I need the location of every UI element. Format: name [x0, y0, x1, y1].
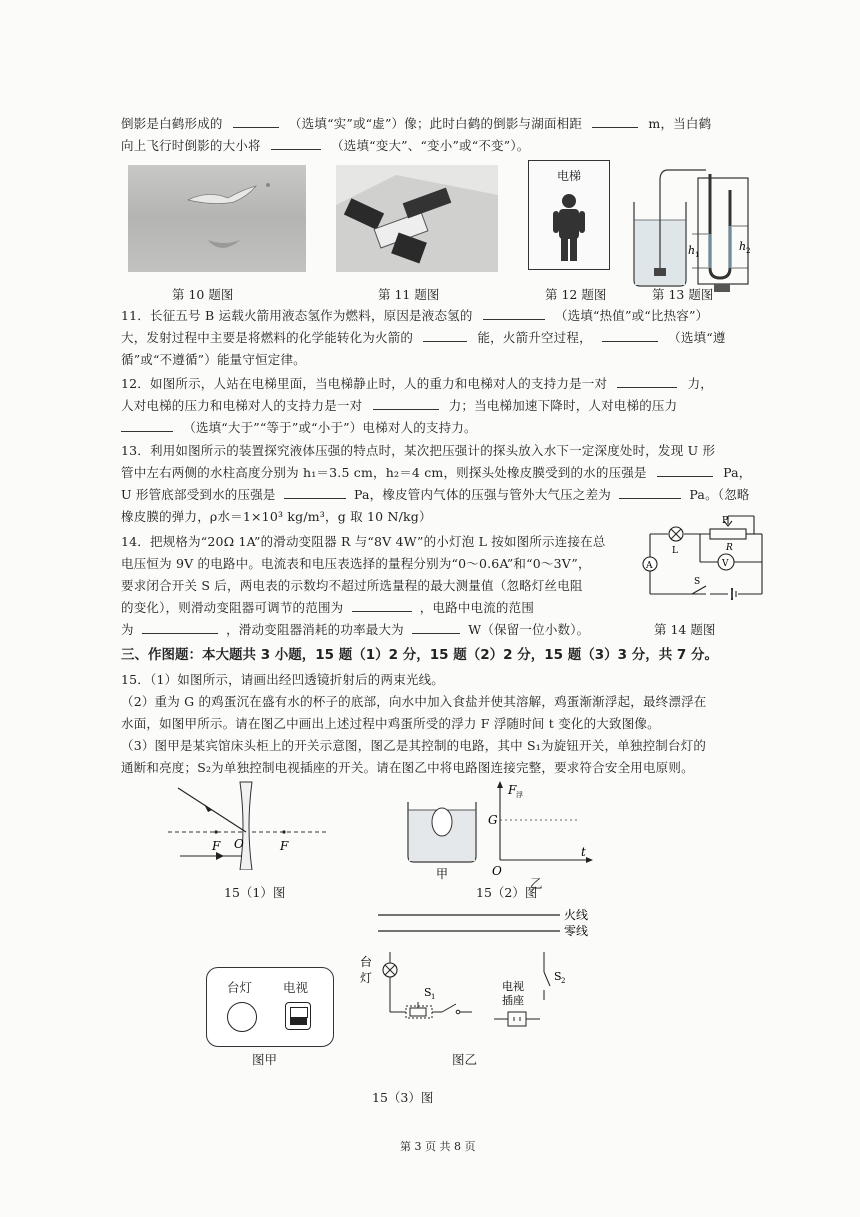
q14-text: 的变化），则滑动变阻器可调节的范围为: [121, 600, 344, 615]
q11-text: 11．长征五号 B 运载火箭用液态氢作为燃料，原因是液态氢的: [121, 308, 473, 323]
label-yi: 乙: [530, 876, 543, 891]
answer-blank[interactable]: [592, 114, 638, 128]
lamp-label: L: [672, 546, 678, 556]
page-number: 第 3 页 共 8 页: [400, 1140, 476, 1153]
h1-label: h: [688, 244, 696, 257]
q13-line3: [121, 485, 750, 505]
q12-text: （选填“大于”“等于”或“小于”）电梯对人的支持力。: [183, 420, 477, 435]
answer-blank[interactable]: [602, 328, 658, 342]
label-jia: 甲: [436, 867, 449, 880]
lamp-char-2: 灯: [360, 971, 373, 985]
h2-label: h: [739, 240, 747, 253]
q10-line2: [121, 136, 529, 156]
answer-blank[interactable]: [233, 114, 279, 128]
fig12-caption: 第 12 题图: [545, 287, 607, 302]
ammeter-label: A: [646, 561, 653, 571]
satellite-photo: [336, 165, 498, 272]
axis-y-label: F: [508, 783, 517, 797]
answer-blank[interactable]: [284, 485, 346, 499]
fig15-2-caption: 15（2）图: [476, 885, 538, 900]
q14-line1: 14．把规格为“20Ω 1A”的滑动变阻器 R 与“8V 4W”的小灯泡 L 按如图所示连接在总: [121, 534, 606, 549]
q15-part2-line1: （2）重为 G 的鸡蛋沉在盛有水的杯子的底部，向水中加入食盐并使其溶解，鸡蛋渐渐浮起，最终漂浮在: [121, 694, 707, 709]
circuit-figure-14: [636, 514, 776, 608]
q15-part1: 15．（1）如图所示，请画出经凹透镜折射后的两束光线。: [121, 672, 445, 687]
focal-point-left: F: [212, 839, 221, 853]
q10-text: m，当白鹤: [648, 116, 712, 131]
q13-line4: 橡皮膜的弹力，ρ水＝1×10³ kg/m³，g 取 10 N/kg）: [121, 509, 432, 524]
answer-blank[interactable]: [617, 374, 677, 388]
concave-lens-figure: [168, 780, 328, 870]
live-wire-label: 火线: [564, 908, 589, 922]
fig15-3-yi-caption: 图乙: [452, 1052, 478, 1067]
q11-text: 能，火箭升空过程，: [477, 330, 592, 345]
gravity-label: G: [488, 813, 498, 827]
switch-s1-icon: [442, 1004, 456, 1012]
section-title: 三、作图题：本大题共 3 小题，15 题（1）2 分，15 题（2）2 分，15 题（3）3 分，共 7 分。: [121, 647, 719, 663]
q12-text: 人对电梯的压力和电梯对人的支持力是一对: [121, 398, 363, 413]
crane-reflection-icon: [208, 240, 240, 248]
h1-sub: 1: [695, 251, 700, 259]
optical-center-label: O: [234, 837, 244, 851]
q14-text: 为: [121, 622, 134, 637]
fig14-caption: 第 14 题图: [654, 622, 716, 637]
person-icon: [529, 161, 609, 269]
q14-line4: [121, 598, 534, 618]
q11-line1: [121, 306, 708, 326]
pressure-gauge-figure: [628, 160, 760, 296]
q15-part3-line1: （3）图甲是某宾馆床头柜上的开关示意图，图乙是其控制的电路，其中 S₁为旋钮开关，单独控制台灯的: [121, 738, 707, 753]
q14-line3: 要求闭合开关 S 后，两电表的示数均不超过所选量程的最大测量值（忽略灯丝电阻: [121, 578, 583, 593]
q13-line1: 13．利用如图所示的装置探究液体压强的特点时，某次把压强计的探头放入水下一定深度处时，发现 U 形: [121, 443, 716, 458]
q14-text: ，滑动变阻器消耗的功率最大为: [226, 622, 404, 637]
fig15-3-caption: 15（3）图: [372, 1090, 434, 1105]
lamp-char-1: 台: [360, 955, 373, 969]
q15-part2-line2: 水面，如图甲所示。请在图乙中画出上述过程中鸡蛋所受的浮力 F 浮随时间 t 变化的大致图像。: [121, 716, 660, 731]
elevator-figure: [528, 160, 610, 270]
circuit-14-svg: [636, 514, 776, 608]
rheostat-label: R: [726, 543, 733, 553]
tv-switch-icon: [285, 1002, 311, 1030]
q10-line1: [121, 114, 711, 134]
power-lines: [374, 904, 624, 944]
focal-point-right: F: [280, 839, 289, 853]
q12-line1: [121, 374, 713, 394]
switch-label: S: [694, 577, 701, 587]
household-circuit: [354, 950, 584, 1046]
answer-blank[interactable]: [423, 328, 467, 342]
satellite-photo-svg: [336, 165, 498, 272]
q12-text: 力；当电梯加速下降时，人对电梯的压力: [448, 398, 678, 413]
answer-blank[interactable]: [619, 485, 681, 499]
power-lines-svg: [374, 904, 624, 944]
household-circuit-svg: [354, 950, 584, 1046]
voltmeter-label: V: [722, 559, 729, 569]
q13-text: 管中左右两侧的水柱高度分别为 h₁＝3.5 cm，h₂＝4 cm，则探头处橡皮膜受到的水的压强是: [121, 465, 647, 480]
q14-line2: 电压恒为 9V 的电路中。电流表和电压表选择的量程分别为“0～0.6A”和“0～3V”，: [121, 556, 591, 571]
answer-blank[interactable]: [121, 418, 173, 432]
egg-icon: [432, 808, 452, 836]
fig15-1-caption: 15（1）图: [224, 885, 286, 900]
s2-sub: 2: [561, 977, 566, 985]
neutral-wire-label: 零线: [564, 924, 589, 938]
switch-s2-icon: [544, 972, 550, 986]
egg-buoyancy-svg: [404, 780, 594, 880]
q11-text: （选填“遵: [668, 330, 726, 345]
tv-socket-label-1: 电视: [502, 980, 524, 993]
tv-socket-icon: [508, 1012, 526, 1026]
q12-line2: [121, 396, 677, 416]
q11-line2: [121, 328, 726, 348]
s2-label: S: [554, 970, 562, 983]
q15-part3-line2: 通断和亮度；S₂为单独控制电视插座的开关。请在图乙中将电路图连接完整，要求符合安全用电原则。: [121, 760, 694, 775]
answer-blank[interactable]: [373, 396, 439, 410]
q13-text: Pa，: [723, 465, 752, 480]
slider-label: P: [722, 516, 729, 526]
crane-photo: [128, 165, 306, 272]
fig15-3-jia-caption: 图甲: [252, 1052, 278, 1067]
q12-text: 12．如图所示，人站在电梯里面，当电梯静止时，人的重力和电梯对人的支持力是一对: [121, 376, 608, 391]
answer-blank[interactable]: [352, 598, 412, 612]
q14-line5: [121, 620, 589, 640]
answer-blank[interactable]: [142, 620, 218, 634]
q13-line2: [121, 463, 751, 483]
lamp-knob-label: 台灯: [227, 980, 253, 995]
q13-text: Pa。（忽略: [689, 487, 750, 502]
crane-photo-svg: [128, 165, 306, 272]
lamp-knob-icon: [227, 1002, 257, 1032]
lens-icon: [240, 782, 252, 870]
tv-switch-label: 电视: [283, 980, 309, 995]
s1-sub: 1: [431, 993, 436, 1001]
q14-text: ，电路中电流的范围: [419, 600, 535, 615]
answer-blank[interactable]: [657, 463, 713, 477]
fig10-caption: 第 10 题图: [172, 287, 234, 302]
q13-text: Pa，橡皮管内气体的压强与管外大气压之差为: [353, 487, 611, 502]
probe-icon: [654, 268, 666, 276]
q12-text: 力，: [687, 376, 713, 391]
answer-blank[interactable]: [271, 136, 321, 150]
axis-y-sub: 浮: [516, 791, 523, 799]
q14-text: W（保留一位小数）。: [468, 622, 590, 637]
axis-t-label: t: [581, 845, 586, 859]
s1-label: S: [424, 986, 432, 999]
q10-text: （选填“变大”、“变小”或“不变”）。: [331, 138, 530, 153]
answer-blank[interactable]: [412, 620, 460, 634]
elevator-label: 电梯: [556, 169, 581, 183]
q11-line3: 循”或“不遵循”）能量守恒定律。: [121, 352, 306, 367]
q13-text: U 形管底部受到水的压强是: [121, 487, 276, 502]
egg-buoyancy-figure: [404, 780, 594, 880]
h2-sub: 2: [746, 247, 751, 255]
q10-text: （选填“实”或“虚”）像；此时白鹤的倒影与湖面相距: [288, 116, 583, 131]
crane-icon: [188, 186, 256, 204]
fig11-caption: 第 11 题图: [378, 287, 440, 302]
q10-text: 向上飞行时倒影的大小将: [121, 138, 261, 153]
fig13-caption: 第 13 题图: [652, 287, 714, 302]
tv-socket-label-2: 插座: [502, 994, 524, 1007]
q11-text: 大，发射过程中主要是将燃料的化学能转化为火箭的: [121, 330, 414, 345]
q12-line3: [121, 418, 477, 438]
q11-text: （选填“热值”或“比热容”）: [554, 308, 709, 323]
concave-lens-svg: [168, 780, 328, 870]
switch-panel: [206, 967, 334, 1047]
origin-label: O: [492, 864, 502, 878]
answer-blank[interactable]: [483, 306, 545, 320]
q10-text: 倒影是白鹤形成的: [121, 116, 223, 131]
pressure-gauge-svg: [628, 160, 760, 296]
